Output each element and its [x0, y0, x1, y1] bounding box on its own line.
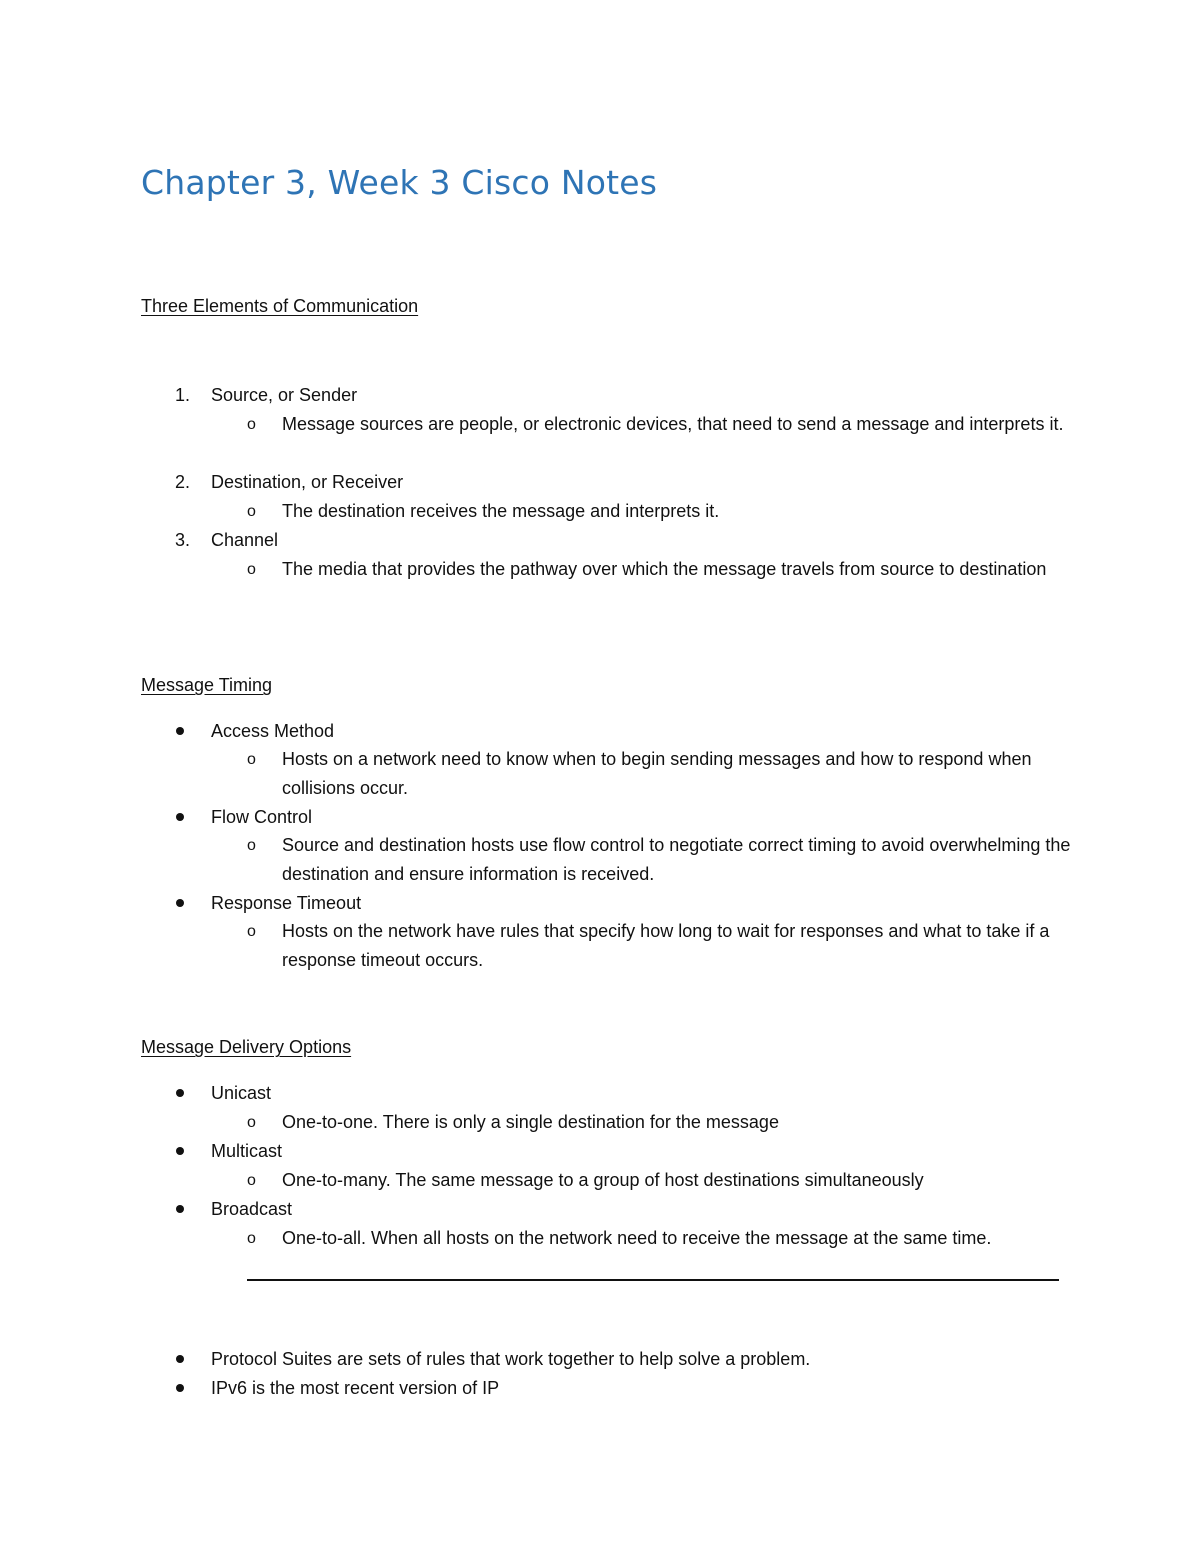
bullet-icon	[174, 1137, 188, 1151]
list-number: 3.	[175, 530, 191, 550]
bullet-icon	[174, 889, 188, 903]
section-heading-communication: Three Elements of Communication	[141, 296, 419, 316]
bullet-icon	[174, 1374, 188, 1388]
bullet-icon	[174, 717, 188, 731]
bullet-icon	[174, 1195, 188, 1209]
list-item-label: Destination, or Receiver	[211, 472, 404, 492]
bullet-icon	[174, 803, 188, 817]
page-title: Chapter 3, Week 3 Cisco Notes	[141, 163, 658, 202]
bullet-icon	[174, 1345, 188, 1359]
sub-item-text: One-to-many. The same message to a group of host destinations simultaneously	[282, 1170, 924, 1190]
sub-bullet-icon: o	[247, 751, 256, 768]
section-heading-timing: Message Timing	[141, 675, 273, 695]
horizontal-rule	[247, 1279, 1059, 1281]
sub-bullet-icon: o	[247, 1230, 256, 1247]
section-heading-delivery: Message Delivery Options	[141, 1037, 352, 1057]
sub-bullet-icon: o	[247, 1172, 256, 1189]
sub-item-text: The destination receives the message and interprets it.	[282, 501, 720, 521]
list-item-label: Unicast	[211, 1083, 272, 1103]
sub-bullet-icon: o	[247, 503, 256, 520]
list-item-label: Channel	[211, 530, 279, 550]
sub-bullet-icon: o	[247, 1114, 256, 1131]
list-number: 2.	[175, 472, 191, 492]
sub-item-text: One-to-one. There is only a single destination for the message	[282, 1112, 779, 1132]
note-text: IPv6 is the most recent version of IP	[211, 1378, 500, 1398]
sub-item-text: One-to-all. When all hosts on the network need to receive the message at the same time.	[282, 1228, 992, 1248]
list-item-label: Broadcast	[211, 1199, 293, 1219]
list-item-label: Source, or Sender	[211, 385, 358, 405]
sub-bullet-icon: o	[247, 416, 256, 433]
list-item-label: Flow Control	[211, 807, 313, 827]
sub-item-text: The media that provides the pathway over which the message travels from source to destination	[282, 559, 1047, 579]
sub-bullet-icon: o	[247, 561, 256, 578]
sub-bullet-icon: o	[247, 923, 256, 940]
list-item-label: Access Method	[211, 721, 335, 741]
sub-bullet-icon: o	[247, 837, 256, 854]
list-item-label: Multicast	[211, 1141, 283, 1161]
sub-item-text: Message sources are people, or electronic devices, that need to send a message and interprets it.	[282, 414, 1064, 434]
list-item-label: Response Timeout	[211, 893, 362, 913]
sub-item-text: Hosts on the network have rules that specify how long to wait for responses and what to take if a response timeout occurs.	[282, 921, 1050, 970]
sub-item-text: Source and destination hosts use flow control to negotiate correct timing to avoid overwhelming the destination and ensure information is received.	[282, 835, 1071, 884]
bullet-icon	[174, 1079, 188, 1093]
note-text: Protocol Suites are sets of rules that work together to help solve a problem.	[211, 1349, 811, 1369]
sub-item-text: Hosts on a network need to know when to begin sending messages and how to respond when collisions occur.	[282, 749, 1032, 798]
list-number: 1.	[175, 385, 191, 405]
